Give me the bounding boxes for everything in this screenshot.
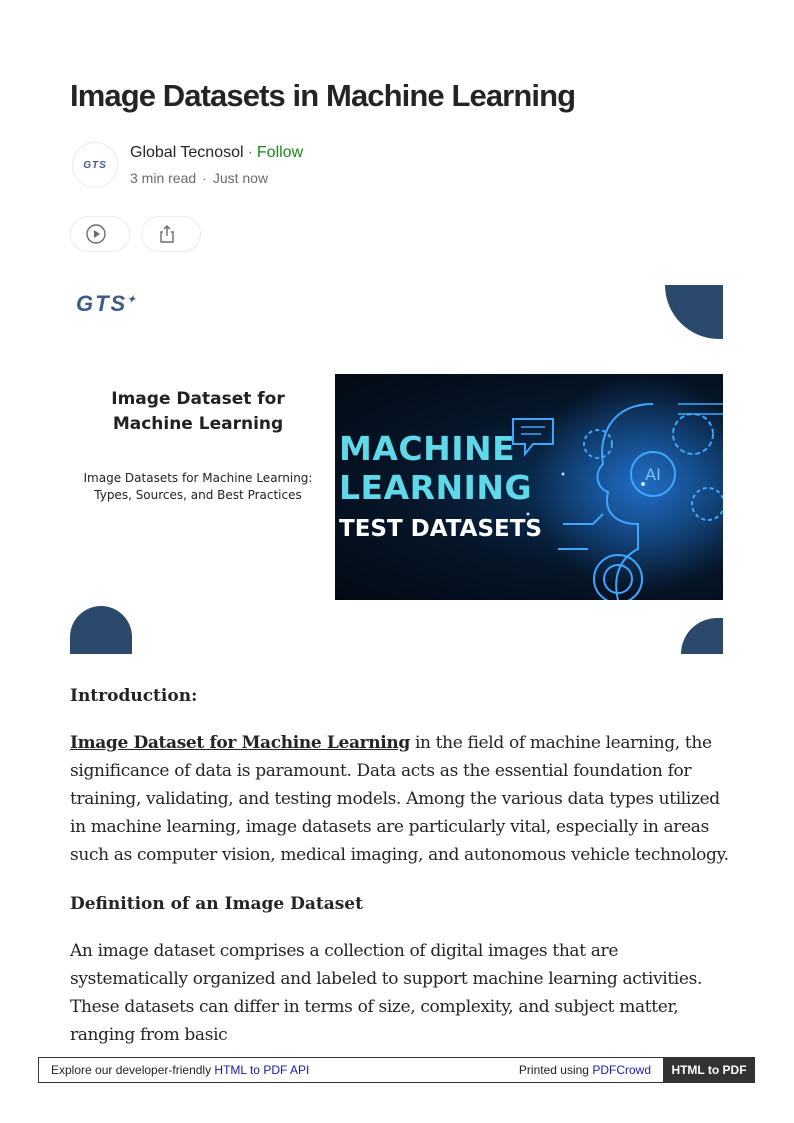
meta-separator: · xyxy=(202,170,207,186)
article-meta xyxy=(130,170,268,186)
ai-robot-illustration xyxy=(503,374,723,600)
intro-paragraph-block xyxy=(70,729,730,869)
html-to-pdf-button[interactable]: HTML to PDF xyxy=(663,1057,755,1083)
definition-paragraph: An image dataset comprises a collection of digital images that are systematically organized and labeled to support machine learning activities. These datasets can differ in terms of size, complexity, and subject matter, ranging from basic xyxy=(70,941,703,1045)
intro-section xyxy=(70,684,730,708)
avatar-logo-text: GTS xyxy=(83,159,107,171)
footer-printed-using: Printed using PDFCrowd xyxy=(518,1063,651,1077)
pdf-footer-bar xyxy=(38,1057,755,1083)
definition-heading: Definition of an Image Dataset xyxy=(70,894,363,914)
pdfcrowd-link[interactable]: PDFCrowd xyxy=(592,1063,651,1077)
banner-line-machine: MACHINE xyxy=(339,429,516,468)
page-title: Image Datasets in Machine Learning xyxy=(70,78,576,113)
definition-paragraph-block xyxy=(70,937,730,1049)
share-button[interactable] xyxy=(141,216,201,252)
hero-image xyxy=(70,285,723,654)
hero-logo: GTS✦ xyxy=(76,291,138,316)
hero-left-title: Image Dataset for Machine Learning xyxy=(111,389,285,434)
play-circle-icon xyxy=(85,223,107,245)
publish-time: Just now xyxy=(212,170,269,186)
banner-line-test-datasets: TEST DATASETS xyxy=(339,516,543,542)
separator-dot: · xyxy=(247,144,253,161)
follow-button[interactable]: Follow xyxy=(256,144,304,161)
html-to-pdf-api-link[interactable]: HTML to PDF API xyxy=(214,1063,310,1077)
author-line xyxy=(130,144,303,162)
decorative-blob xyxy=(681,618,723,654)
ai-badge-text: AI xyxy=(645,465,661,484)
listen-button[interactable] xyxy=(70,216,130,252)
dataset-link[interactable]: Image Dataset for Machine Learning xyxy=(70,733,410,753)
share-icon xyxy=(156,223,178,245)
intro-heading: Introduction: xyxy=(70,686,198,706)
intro-text: in the field of machine learning, the significance of data is paramount. Data acts as the essential foundation for training, validating, and testing models. Among the various data types utilized in machine learning, image datasets are particularly vital, especially in areas such as computer vision, medical imaging, and autonomous vehicle technology. xyxy=(70,733,729,865)
hero-left-subtitle: Image Datasets for Machine Learning: Types, Sources, and Best Practices xyxy=(83,471,313,502)
ml-banner xyxy=(335,374,723,600)
decorative-blob xyxy=(665,285,723,339)
author-name[interactable]: Global Tecnosol xyxy=(130,144,244,161)
decorative-blob xyxy=(70,606,132,654)
definition-section xyxy=(70,892,730,916)
banner-line-learning: LEARNING xyxy=(339,468,533,507)
intro-paragraph xyxy=(70,729,730,869)
read-time: 3 min read xyxy=(130,170,197,186)
footer-promo: Explore our developer-friendly HTML to PDF API xyxy=(51,1063,310,1077)
author-avatar[interactable] xyxy=(72,142,118,188)
